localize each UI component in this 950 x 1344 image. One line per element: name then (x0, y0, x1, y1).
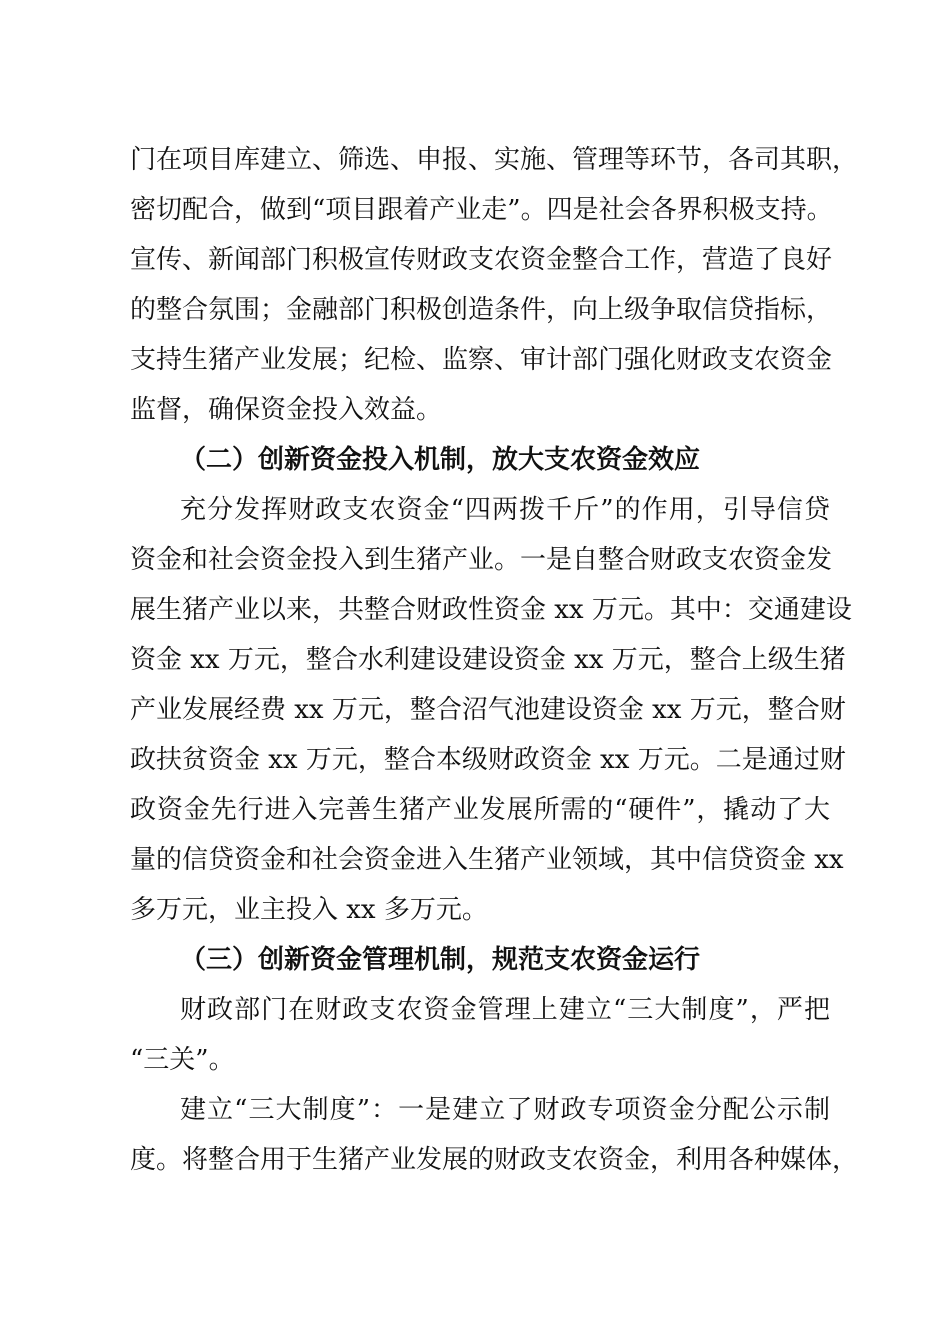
body-text-line: 度。将整合用于生猪产业发展的财政支农资金，利用各种媒体， (130, 1145, 859, 1175)
body-text-line: “三关”。 (130, 1045, 235, 1075)
body-text-line: 政扶贫资金 xx 万元，整合本级财政资金 xx 万元。二是通过财 (130, 745, 846, 775)
body-text-line: 的整合氛围；金融部门积极创造条件，向上级争取信贷指标， (130, 295, 833, 325)
body-text-line: 宣传、新闻部门积极宣传财政支农资金整合工作，营造了良好 (130, 245, 833, 275)
body-text-line: 密切配合，做到“项目跟着产业走”。四是社会各界积极支持。 (130, 195, 833, 225)
body-text-line: 充分发挥财政支农资金“四两拨千斤”的作用，引导信贷 (180, 495, 830, 525)
section-heading-3: （三）创新资金管理机制，规范支农资金运行 (180, 945, 701, 975)
body-text-line: 监督，确保资金投入效益。 (130, 395, 443, 425)
body-text-line: 资金 xx 万元，整合水利建设建设资金 xx 万元，整合上级生猪 (130, 645, 846, 675)
body-text-line: 财政部门在财政支农资金管理上建立“三大制度”，严把 (180, 995, 830, 1025)
body-text-line: 量的信贷资金和社会资金进入生猪产业领域，其中信贷资金 xx (130, 845, 844, 875)
body-text-line: 展生猪产业以来，共整合财政性资金 xx 万元。其中：交通建设 (130, 595, 852, 625)
body-text-line: 政资金先行进入完善生猪产业发展所需的“硬件”，撬动了大 (130, 795, 830, 825)
body-text-line: 建立“三大制度”：一是建立了财政专项资金分配公示制 (180, 1095, 830, 1125)
body-text-line: 支持生猪产业发展；纪检、监察、审计部门强化财政支农资金 (130, 345, 833, 375)
section-heading-2: （二）创新资金投入机制，放大支农资金效应 (180, 445, 701, 475)
body-text-line: 产业发展经费 xx 万元，整合沼气池建设资金 xx 万元，整合财 (130, 695, 846, 725)
body-text-line: 多万元，业主投入 xx 多万元。 (130, 895, 488, 925)
body-text-line: 门在项目库建立、筛选、申报、实施、管理等环节，各司其职， (130, 145, 859, 175)
body-text-line: 资金和社会资金投入到生猪产业。一是自整合财政支农资金发 (130, 545, 833, 575)
